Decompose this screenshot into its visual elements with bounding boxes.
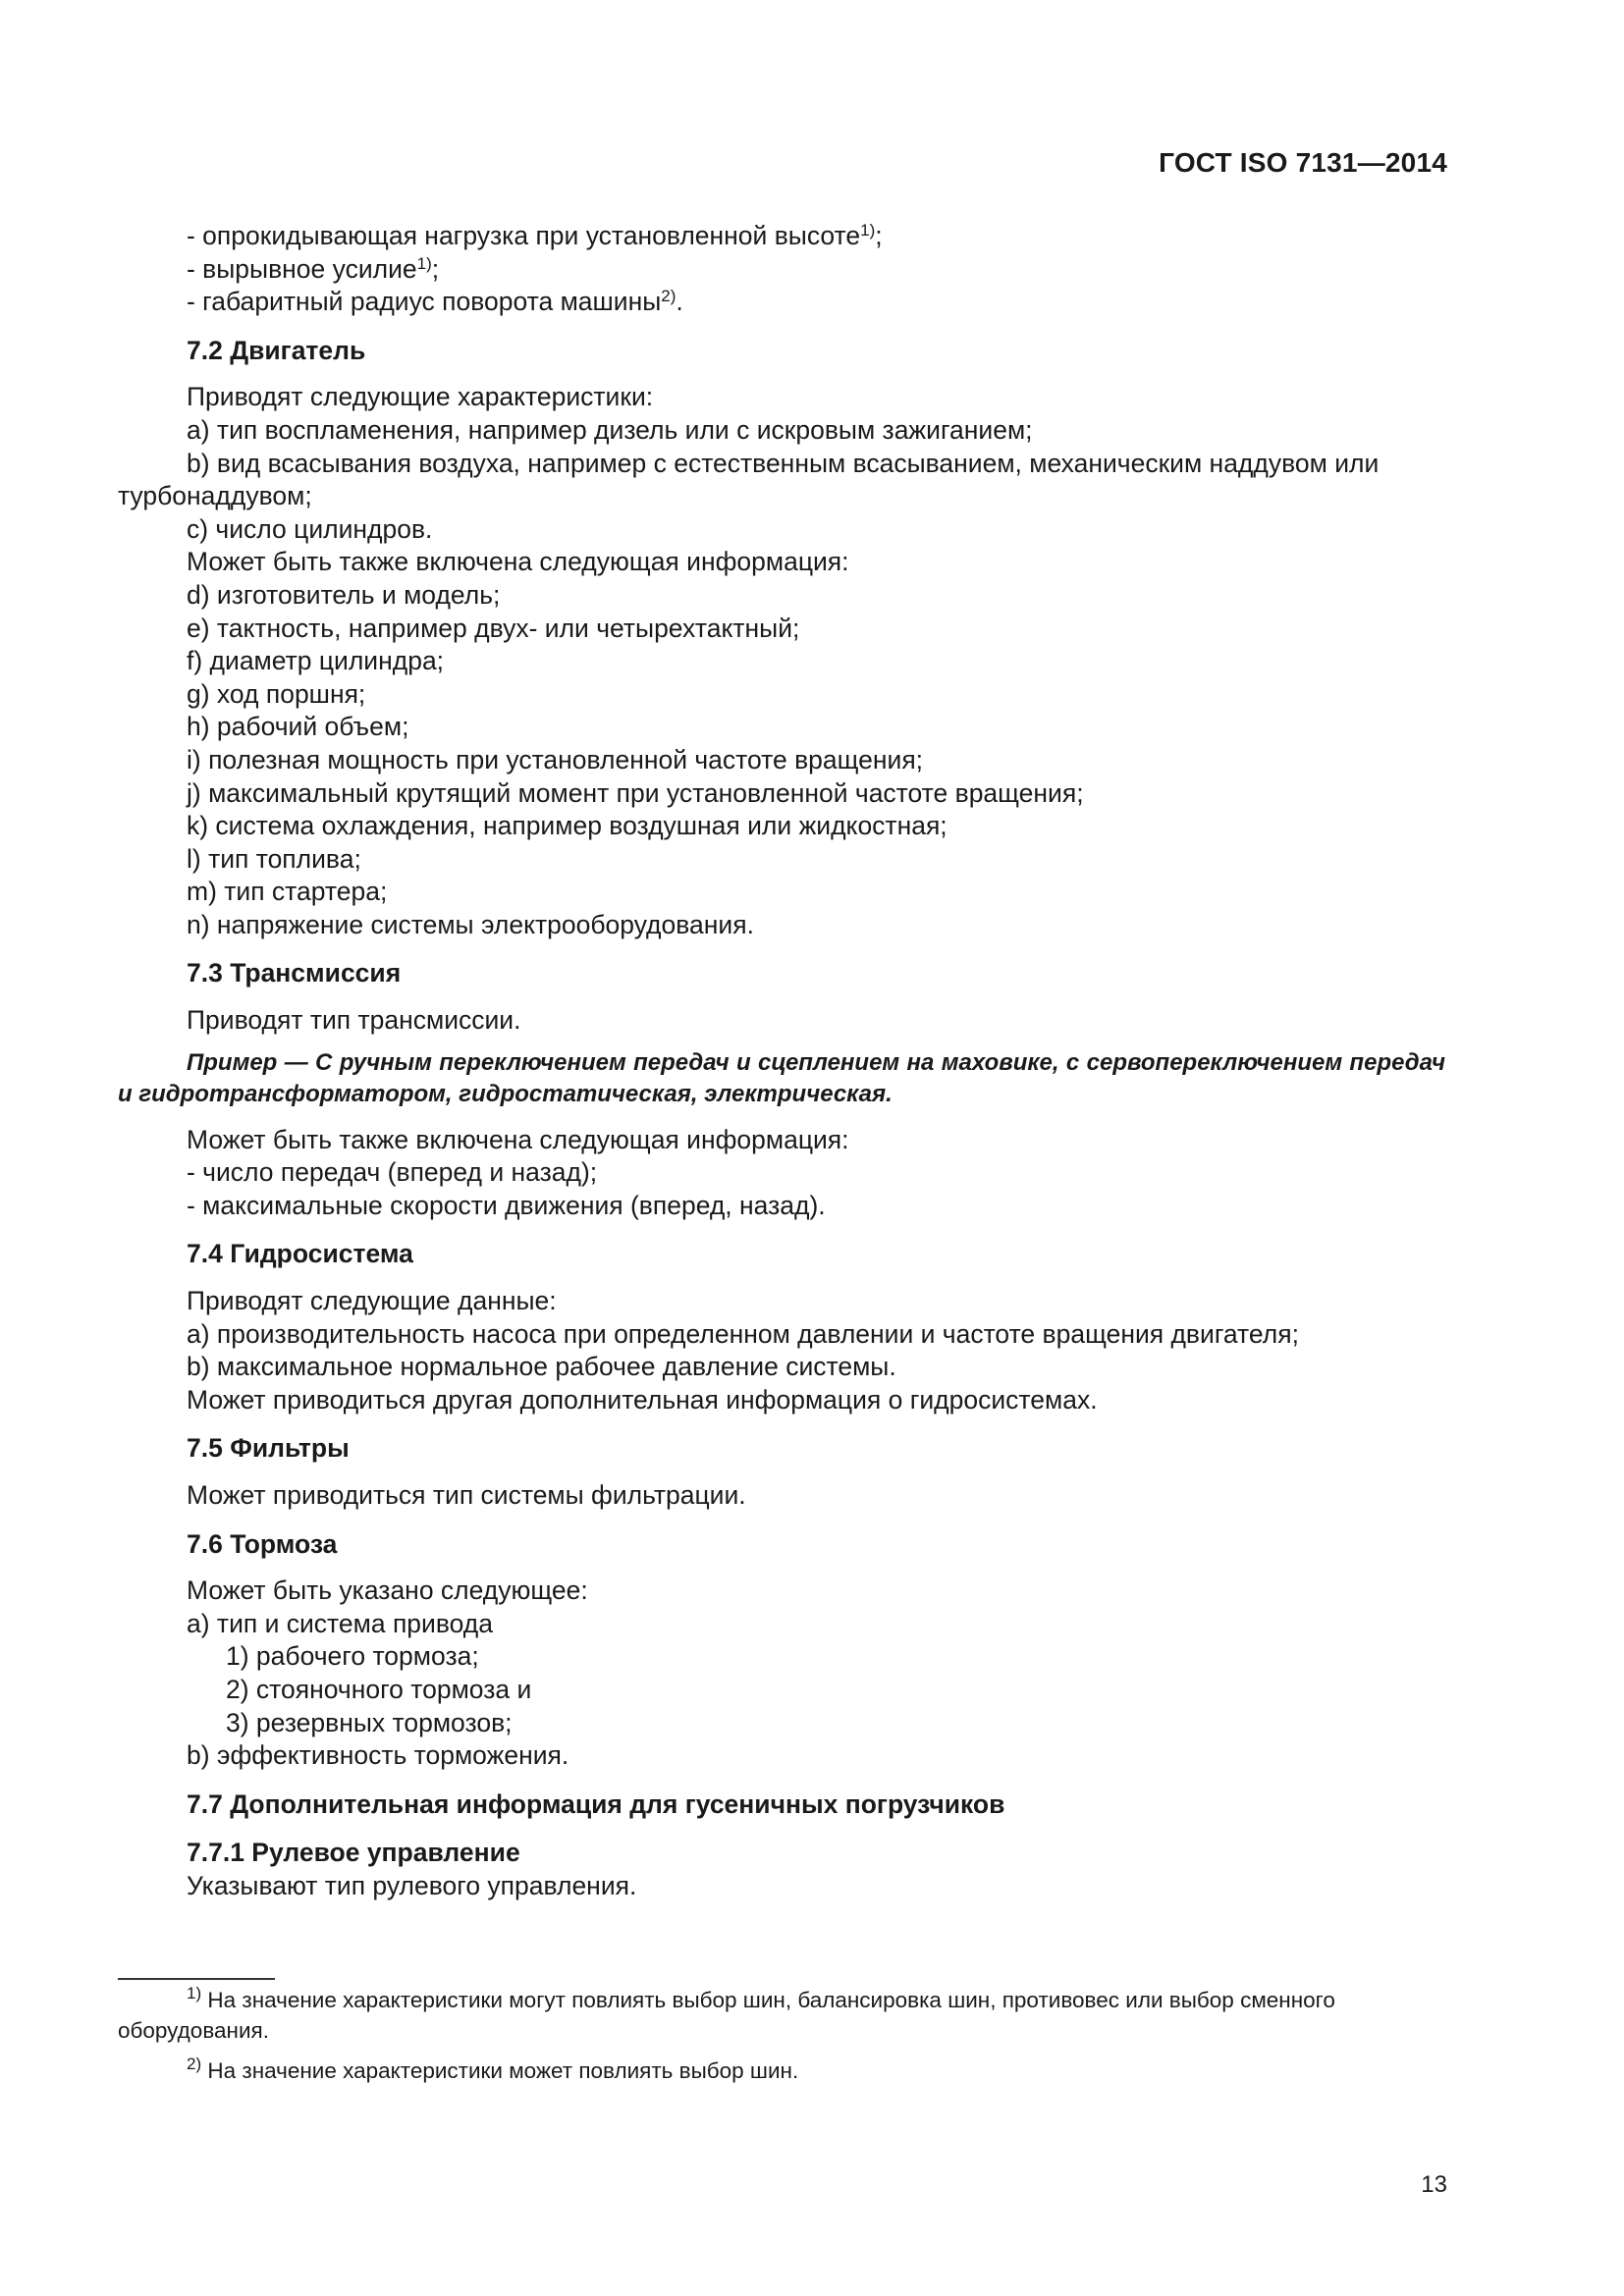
footnote-ref: 1) — [860, 221, 876, 240]
list-item: k) система охлаждения, например воздушная или жидкостная; — [187, 811, 947, 841]
section-heading-7-6: 7.6 Тормоза — [187, 1528, 338, 1559]
paragraph: Может быть также включена следующая информация: — [187, 1124, 849, 1154]
footnote-mark: 2) — [187, 2055, 202, 2073]
paragraph: Может приводиться тип системы фильтрации. — [187, 1480, 746, 1510]
list-item-tail: . — [676, 287, 683, 317]
footnote-1 — [118, 1985, 1445, 2046]
list-item: b) максимальное нормальное рабочее давление системы. — [187, 1352, 896, 1382]
paragraph: Указывают тип рулевого управления. — [187, 1870, 637, 1900]
list-item: b) вид всасывания воздуха, например с естественным всасыванием, механическим наддувом или турбонаддувом; — [118, 448, 1380, 511]
list-item: n) напряжение системы электрооборудования. — [187, 909, 754, 939]
subsection-heading-7-7-1: 7.7.1 Рулевое управление — [187, 1838, 520, 1868]
list-item: i) полезная мощность при установленной частоте вращения; — [187, 744, 924, 774]
footnote-2 — [118, 2056, 1445, 2086]
section-heading-7-7: 7.7 Дополнительная информация для гусеничных погрузчиков — [187, 1789, 1005, 1819]
section-heading-7-3: 7.3 Трансмиссия — [187, 958, 402, 988]
paragraph: Приводят следующие данные: — [187, 1286, 557, 1316]
list-item — [118, 286, 1445, 319]
list-item: b) эффективность торможения. — [187, 1740, 569, 1771]
list-item: a) производительность насоса при определенном давлении и частоте вращения двигателя; — [187, 1318, 1299, 1349]
sub-list-item: 3) резервных тормозов; — [226, 1707, 513, 1737]
section-heading-7-5: 7.5 Фильтры — [187, 1433, 350, 1464]
list-item-text: - габаритный радиус поворота машины — [187, 287, 662, 317]
document-header: ГОСТ ISO 7131—2014 — [1159, 147, 1447, 178]
list-item — [118, 220, 1445, 253]
list-item: a) тип и система привода — [187, 1608, 493, 1638]
paragraph: Может приводиться другая дополнительная информация о гидросистемах. — [187, 1384, 1098, 1415]
list-item: m) тип стартера; — [187, 877, 388, 907]
paragraph: Приводят тип трансмиссии. — [187, 1005, 521, 1036]
sub-list-item: 1) рабочего тормоза; — [226, 1641, 479, 1672]
list-item: a) тип воспламенения, например дизель или с искровым зажиганием; — [187, 414, 1033, 445]
list-item-tail: ; — [431, 253, 440, 284]
list-item: c) число цилиндров. — [187, 513, 433, 544]
footnote-mark: 1) — [187, 1984, 202, 2002]
list-item: e) тактность, например двух- или четырехтактный; — [187, 613, 800, 643]
list-item-text: - опрокидывающая нагрузка при установленной высоте — [187, 221, 861, 250]
list-item: d) изготовитель и модель; — [187, 579, 501, 610]
section-heading-7-2: 7.2 Двигатель — [187, 335, 366, 365]
footnote-ref: 2) — [661, 287, 677, 306]
footnote-text: На значение характеристики может повлиять выбор шин. — [201, 2058, 799, 2083]
footnote-text: На значение характеристики могут повлиять выбор шин, балансировка шин, противовес или выбор сменного оборудования. — [118, 1988, 1335, 2043]
list-item: f) диаметр цилиндра; — [187, 646, 445, 676]
footnote-separator — [118, 1978, 275, 1980]
list-item: - число передач (вперед и назад); — [187, 1157, 598, 1188]
paragraph: Может быть указано следующее: — [187, 1575, 588, 1606]
footnote-ref: 1) — [416, 253, 432, 273]
list-item: j) максимальный крутящий момент при установленной частоте вращения; — [187, 777, 1084, 808]
list-item: h) рабочий объем; — [187, 712, 409, 742]
main-content — [118, 220, 1445, 1903]
list-item-text: - вырывное усилие — [187, 253, 417, 284]
paragraph: Приводят следующие характеристики: — [187, 382, 654, 412]
list-item-tail: ; — [875, 221, 883, 250]
example-note: Пример — С ручным переключением передач и сцеплением на маховике, с сервопереключением передач и гидротрансформатором, гидростатическая, электрическая. — [118, 1048, 1445, 1107]
list-item — [118, 253, 1445, 287]
list-item: l) тип топлива; — [187, 843, 361, 874]
list-item: - максимальные скорости движения (вперед, назад). — [187, 1190, 826, 1220]
page-number: 13 — [1421, 2171, 1447, 2198]
section-heading-7-4: 7.4 Гидросистема — [187, 1239, 413, 1269]
sub-list-item: 2) стояночного тормоза и — [226, 1674, 532, 1704]
paragraph: Может быть также включена следующая информация: — [187, 547, 849, 577]
list-item: g) ход поршня; — [187, 678, 366, 709]
